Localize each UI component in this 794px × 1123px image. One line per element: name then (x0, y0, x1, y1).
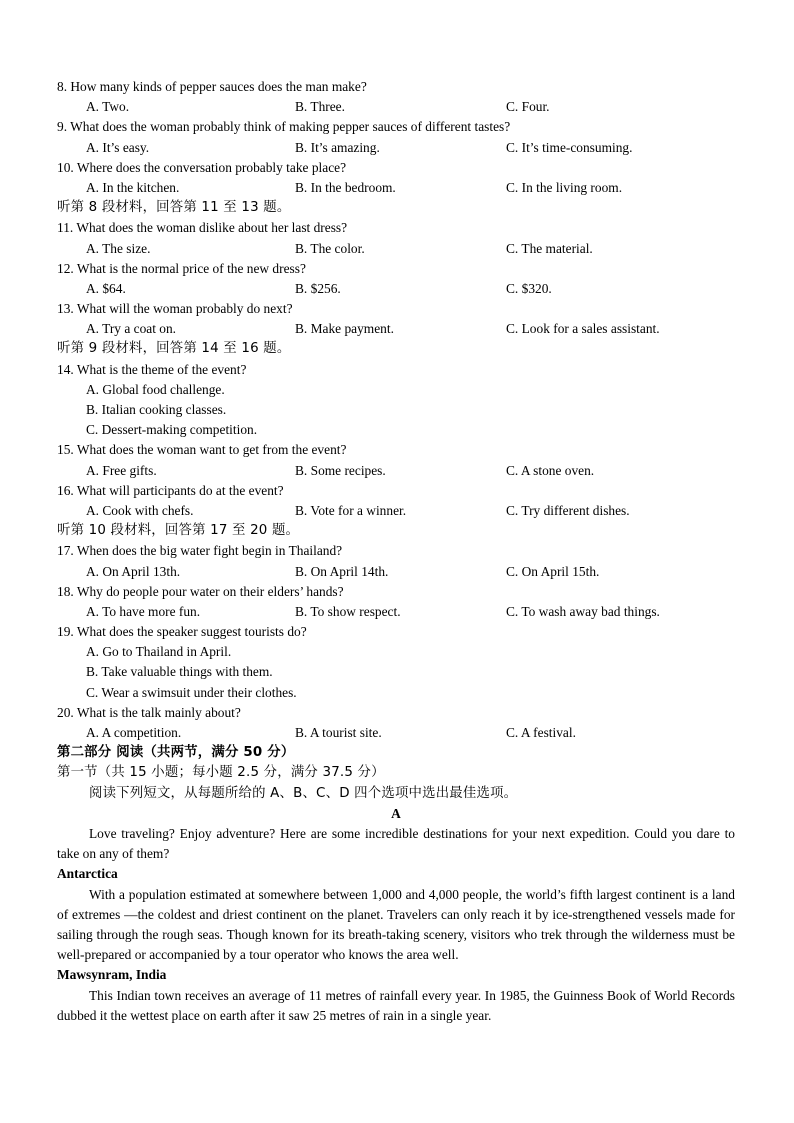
option-a: A. Cook with chefs. (86, 502, 194, 518)
question-19 (57, 622, 735, 703)
question-text: 13. What will the woman probably do next? (57, 301, 293, 317)
question-8 (57, 77, 735, 117)
option-b: B. The color. (295, 240, 365, 256)
paragraph-antarctica: With a population estimated at somewhere between 1,000 and 4,000 people, the world’s fifth largest continent is a land of extremes —the coldest and driest continent on the planet. Travelers can only reach it by ice-strengthened vessels made for sailing through the rough seas. Though known for its breath-taking scenery, visitors who trek through the wilderness must be well-prepared or accompanied by a tour operator who knows the area well. (57, 886, 735, 963)
passage-intro: Love traveling? Enjoy adventure? Here are some incredible destinations for your next expedition. Could you dare to take on any of them? (57, 825, 735, 862)
option-c: C. Look for a sales assistant. (506, 321, 660, 337)
paragraph-mawsynram: This Indian town receives an average of 11 metres of rainfall every year. In 1985, the Guinness Book of World Records dubbed it the wettest place on earth after it saw 25 metres of rain in a single year. (57, 987, 735, 1023)
option-b: B. Italian cooking classes. (86, 402, 227, 417)
option-c: C. On April 15th. (506, 563, 600, 579)
question-text: 20. What is the talk mainly about? (57, 704, 241, 720)
question-13 (57, 299, 735, 339)
option-c: C. $320. (506, 280, 552, 296)
section1-title: 第一节（共 15 小题；每小题 2.5 分，满分 37.5 分） (57, 765, 385, 781)
option-b: B. To show respect. (295, 603, 401, 619)
question-16 (57, 481, 735, 521)
question-10 (57, 158, 735, 198)
option-a: A. In the kitchen. (86, 179, 180, 195)
question-text: 14. What is the theme of the event? (57, 361, 247, 377)
option-b: B. Some recipes. (295, 462, 386, 478)
question-12 (57, 259, 735, 299)
heading-mawsynram: Mawsynram, India (57, 967, 167, 983)
option-c: C. The material. (506, 240, 593, 256)
question-text: 9. What does the woman probably think of making pepper sauces of different tastes? (57, 119, 511, 135)
question-text: 19. What does the speaker suggest tourists do? (57, 624, 307, 640)
question-text: 11. What does the woman dislike about her last dress? (57, 220, 348, 236)
option-a: A. A competition. (86, 725, 182, 740)
part2-title: 第二部分 阅读（共两节，满分 50 分） (57, 745, 295, 761)
question-text: 8. How many kinds of pepper sauces does the man make? (57, 79, 367, 94)
option-c: C. To wash away bad things. (506, 603, 660, 619)
question-text: 18. Why do people pour water on their elders’ hands? (57, 583, 344, 599)
option-a: A. To have more fun. (86, 603, 201, 619)
option-a: A. Global food challenge. (86, 381, 225, 397)
question-group-d (57, 541, 735, 622)
option-a: A. The size. (86, 240, 151, 256)
option-c: C. Dessert-making competition. (86, 422, 258, 438)
option-b: B. A tourist site. (295, 725, 382, 740)
option-c: C. In the living room. (506, 179, 623, 195)
question-group-c (57, 440, 735, 521)
question-group-b (57, 218, 735, 339)
question-9 (57, 117, 735, 157)
option-c: C. Four. (506, 99, 550, 115)
option-c: C. It’s time-consuming. (506, 139, 633, 155)
question-17 (57, 541, 735, 581)
option-b: B. On April 14th. (295, 563, 389, 579)
question-group-a (57, 77, 735, 198)
question-15 (57, 440, 735, 480)
option-a: A. Free gifts. (86, 462, 157, 478)
question-text: 16. What will participants do at the event? (57, 482, 284, 498)
option-b: B. Take valuable things with them. (86, 664, 273, 680)
reading-instruction: 阅读下列短文，从每题所给的 A、B、C、D 四个选项中选出最佳选项。 (89, 785, 518, 801)
question-text: 10. Where does the conversation probably take place? (57, 159, 347, 175)
option-c: C. Wear a swimsuit under their clothes. (86, 684, 297, 700)
option-c: C. A festival. (506, 725, 576, 740)
option-b: B. Three. (295, 99, 345, 115)
option-a: A. Two. (86, 99, 130, 115)
option-b: B. $256. (295, 280, 341, 296)
question-14 (57, 360, 735, 441)
question-text: 12. What is the normal price of the new dress? (57, 260, 306, 276)
option-b: B. Vote for a winner. (295, 502, 407, 518)
option-a: A. Go to Thailand in April. (86, 644, 232, 660)
question-text: 15. What does the woman want to get from the event? (57, 442, 347, 458)
section-header-8: 听第 8 段材料，回答第 11 至 13 题。 (57, 200, 291, 216)
question-text: 17. When does the big water fight begin in Thailand? (57, 543, 343, 559)
option-b: B. It’s amazing. (295, 139, 380, 155)
exam-page (57, 77, 735, 1026)
option-a: A. Try a coat on. (86, 321, 177, 337)
option-b: B. In the bedroom. (295, 179, 396, 195)
question-18 (57, 582, 735, 622)
option-a: A. It’s easy. (86, 139, 150, 155)
section-header-10: 听第 10 段材料，回答第 17 至 20 题。 (57, 523, 300, 539)
heading-antarctica: Antarctica (57, 866, 118, 882)
option-a: A. On April 13th. (86, 563, 181, 579)
option-c: C. Try different dishes. (506, 502, 630, 518)
passage-letter: A (391, 805, 401, 821)
question-20 (57, 703, 735, 743)
option-c: C. A stone oven. (506, 462, 595, 478)
option-a: A. $64. (86, 280, 126, 296)
option-b: B. Make payment. (295, 321, 394, 337)
question-11 (57, 218, 735, 258)
section-header-9: 听第 9 段材料，回答第 14 至 16 题。 (57, 341, 291, 357)
